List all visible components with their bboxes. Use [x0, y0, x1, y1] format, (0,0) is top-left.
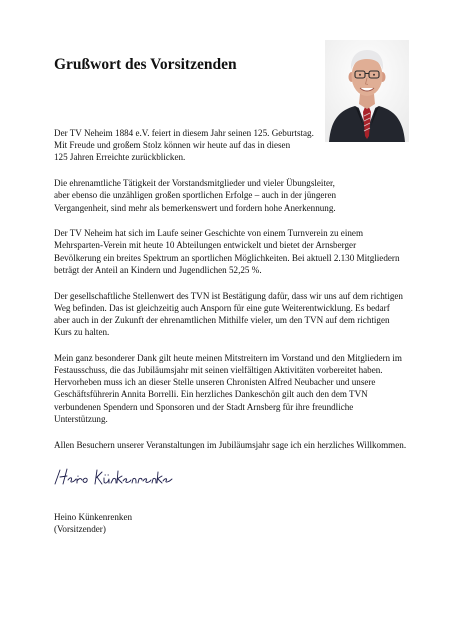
text-line: Mehrsparten-Verein mit heute 10 Abteilungen entwickelt und bietet der Arnsberger — [54, 240, 357, 251]
signer-role: (Vorsitzender) — [54, 524, 106, 535]
paragraph-thanks — [54, 352, 419, 425]
text-line: Der TV Neheim hat sich im Laufe seiner Geschichte von einem Turnverein zu einem — [54, 228, 364, 239]
text-line: Hervorheben muss ich an dieser Stelle unseren Chronisten Alfred Neubacher und unsere — [54, 377, 376, 388]
text-line: Der gesellschaftliche Stellenwert des TVN ist Bestätigung dafür, dass wir uns auf dem richtigen — [54, 290, 403, 301]
text-line: Vergangenheit, sind mehr als bemerkenswert und fordern hohe Anerkennung. — [54, 202, 336, 213]
text-line: Bevölkerung ein breites Spektrum an sportlichen Möglichkeiten. Bei aktuell 2.130 Mitgliedern — [54, 252, 400, 263]
page-title: Grußwort des Vorsitzenden — [54, 56, 237, 73]
text-line: aber ebenso die unzähligen großen sportlichen Erfolge – auch in der jüngeren — [54, 190, 337, 201]
text-line: Allen Besuchern unserer Veranstaltungen im Jubiläumsjahr sage ich ein herzliches Willkommen. — [54, 439, 407, 450]
text-line: Unterstützung. — [54, 413, 108, 424]
text-line: Die ehrenamtliche Tätigkeit der Vorstandsmitglieder und vieler Übungsleiter, — [54, 178, 335, 189]
text-line: aber auch in der Zukunft der ehrenamtlichen Mithilfe vieler, um den TVN auf dem richtigen — [54, 314, 390, 325]
paragraph-welcome — [54, 439, 419, 451]
handwritten-signature — [52, 466, 174, 488]
signer-block — [54, 511, 132, 535]
letter-body — [54, 127, 419, 464]
paragraph-anniversary — [54, 127, 419, 164]
paragraph-volunteers — [54, 177, 419, 214]
paragraph-history — [54, 227, 419, 276]
text-line: verbundenen Spendern und Sponsoren und der Stadt Arnsberg für ihre freundliche — [54, 401, 354, 412]
text-line: beträgt der Anteil an Kindern und Jugendlichen 52,25 %. — [54, 264, 262, 275]
text-line: Geschäftsführerin Annita Borrelli. Ein herzliches Dankeschön gilt auch den dem TVN — [54, 389, 368, 400]
text-line: Mein ganz besonderer Dank gilt heute meinen Mitstreitern im Vorstand und den Mitgliedern im — [54, 352, 402, 363]
signer-name: Heino Künkenrenken — [54, 512, 133, 522]
text-line: 125 Jahren Erreichte zurückblicken. — [54, 152, 186, 163]
text-line: Festausschuss, die das Jubiläumsjahr mit seinen vielfältigen Aktivitäten vorbereitet haben. — [54, 365, 383, 376]
text-line: Weg befinden. Das ist gleichzeitig auch Ansporn für eine gute Weiterentwicklung. Es bedarf — [54, 302, 390, 313]
paragraph-social-value — [54, 290, 419, 339]
text-line: Mit Freude und großem Stolz können wir heute auf das in diesen — [54, 140, 291, 151]
text-line: Kurs zu halten. — [54, 327, 110, 338]
text-line: Der TV Neheim 1884 e.V. feiert in diesem Jahr seinen 125. Geburtstag. — [54, 128, 314, 138]
